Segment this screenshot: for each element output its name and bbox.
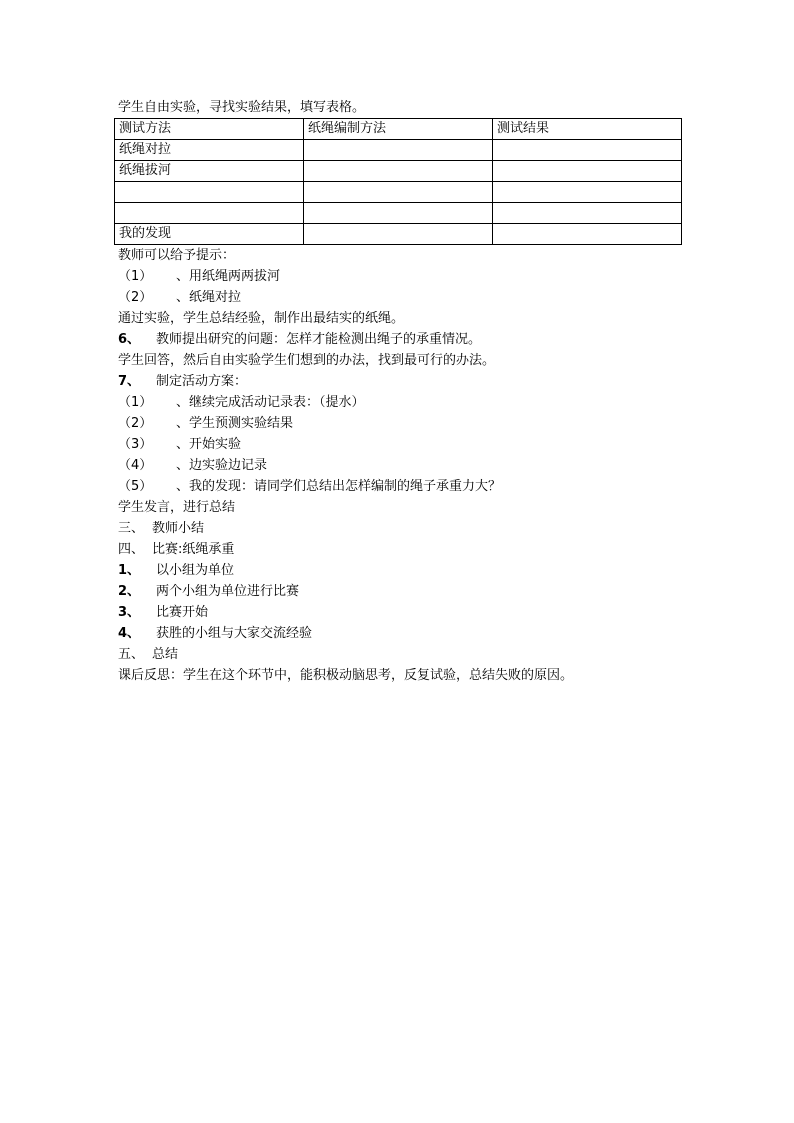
hint-text: 、用纸绳两两拔河 — [176, 269, 281, 284]
table-cell — [115, 182, 304, 203]
speak-text: 学生发言，进行总结 — [118, 500, 236, 515]
competition-text: 以小组为单位 — [156, 563, 235, 578]
section-heading — [118, 539, 684, 560]
table-cell — [304, 224, 493, 245]
table-row — [115, 140, 682, 161]
table-cell: 纸绳拔河 — [115, 161, 304, 182]
step-number: 7、 — [118, 374, 141, 389]
competition-item — [118, 602, 684, 623]
competition-number: 2、 — [118, 584, 141, 599]
hint-item — [118, 266, 684, 287]
plan-item — [118, 476, 684, 497]
plan-item — [118, 392, 684, 413]
hint-number: （1） — [118, 269, 153, 284]
table-row — [115, 161, 682, 182]
section-heading — [118, 518, 684, 539]
table-header-cell: 纸绳编制方法 — [304, 119, 493, 140]
table-row — [115, 182, 682, 203]
plan-text: 、开始实验 — [176, 437, 242, 452]
section-number: 四、 — [118, 542, 145, 557]
section-text: 教师小结 — [152, 521, 205, 536]
table-cell — [304, 140, 493, 161]
competition-text: 比赛开始 — [156, 605, 209, 620]
competition-number: 4、 — [118, 626, 141, 641]
step-item — [118, 371, 684, 392]
section-number: 五、 — [118, 647, 145, 662]
plan-number: （3） — [118, 437, 153, 452]
table-cell — [493, 161, 682, 182]
table-cell — [493, 224, 682, 245]
competition-item — [118, 581, 684, 602]
section-text: 比赛:纸绳承重 — [152, 542, 235, 557]
plan-text: 、学生预测实验结果 — [176, 416, 294, 431]
summary-text: 通过实验，学生总结经验，制作出最结实的纸绳。 — [118, 311, 405, 326]
competition-item — [118, 623, 684, 644]
table-row — [115, 203, 682, 224]
table-cell: 我的发现 — [115, 224, 304, 245]
table-cell — [304, 182, 493, 203]
table-cell — [493, 182, 682, 203]
competition-number: 3、 — [118, 605, 141, 620]
plan-text: 、继续完成活动记录表：（提水） — [176, 395, 365, 410]
step-item — [118, 329, 684, 350]
plan-number: （5） — [118, 479, 153, 494]
step-number: 6、 — [118, 332, 141, 347]
hint-title: 教师可以给予提示： — [118, 248, 236, 263]
table-header-row — [115, 119, 682, 140]
hint-text: 、纸绳对拉 — [176, 290, 242, 305]
competition-item — [118, 560, 684, 581]
answer-text: 学生回答，然后自由实验学生们想到的办法，找到最可行的办法。 — [118, 353, 496, 368]
plan-text: 、我的发现：请同学们总结出怎样编制的绳子承重力大？ — [176, 479, 502, 494]
table-header-cell: 测试方法 — [115, 119, 304, 140]
plan-item — [118, 434, 684, 455]
hint-item — [118, 287, 684, 308]
section-text: 总结 — [152, 647, 179, 662]
plan-item — [118, 413, 684, 434]
document-body — [118, 98, 684, 686]
step-text: 制定活动方案： — [156, 374, 248, 389]
table-row — [115, 224, 682, 245]
table-cell — [493, 140, 682, 161]
table-cell — [304, 203, 493, 224]
plan-number: （2） — [118, 416, 153, 431]
table-header-cell: 测试结果 — [493, 119, 682, 140]
section-heading — [118, 644, 684, 665]
record-table — [114, 118, 682, 245]
plan-item — [118, 455, 684, 476]
plan-text: 、边实验边记录 — [176, 458, 268, 473]
intro-text: 学生自由实验，寻找实验结果，填写表格。 — [118, 100, 366, 115]
hint-number: （2） — [118, 290, 153, 305]
table-cell — [493, 203, 682, 224]
table-cell — [304, 161, 493, 182]
competition-text: 两个小组为单位进行比赛 — [156, 584, 300, 599]
reflection-text: 课后反思：学生在这个环节中，能积极动脑思考，反复试验，总结失败的原因。 — [118, 668, 574, 683]
section-number: 三、 — [118, 521, 145, 536]
step-text: 教师提出研究的问题：怎样才能检测出绳子的承重情况。 — [156, 332, 482, 347]
competition-text: 获胜的小组与大家交流经验 — [156, 626, 313, 641]
table-cell: 纸绳对拉 — [115, 140, 304, 161]
competition-number: 1、 — [118, 563, 141, 578]
table-cell — [115, 203, 304, 224]
plan-number: （1） — [118, 395, 153, 410]
plan-number: （4） — [118, 458, 153, 473]
